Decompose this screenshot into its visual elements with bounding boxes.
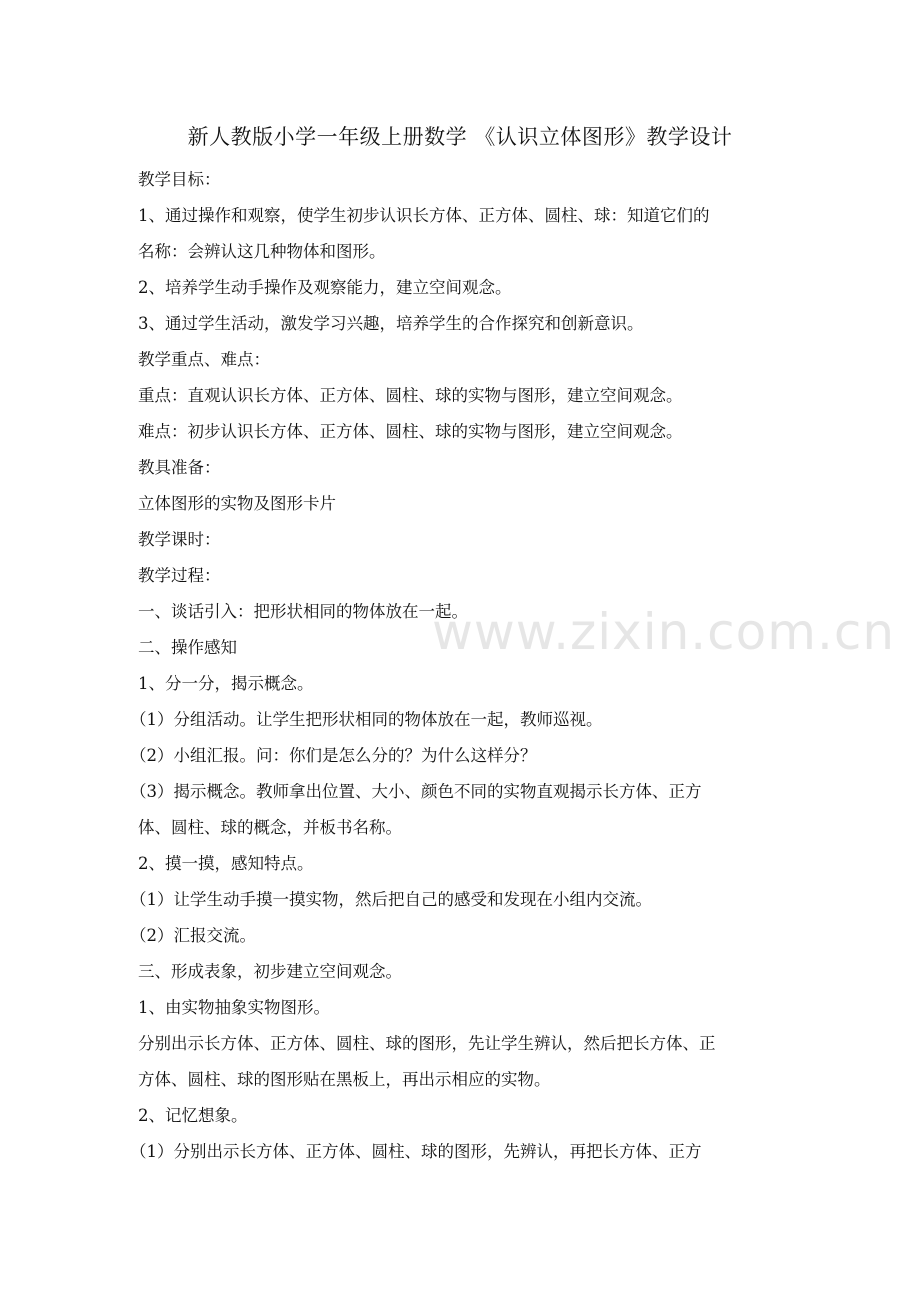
text-line: 立体图形的实物及图形卡片 <box>138 494 336 513</box>
text-line: 难点：初步认识长方体、正方体、圆柱、球的实物与图形，建立空间观念。 <box>138 422 683 441</box>
text-line: 2、记忆想象。 <box>138 1106 248 1125</box>
text-line: （2）小组汇报。问：你们是怎么分的？为什么这样分？ <box>130 746 537 765</box>
text-line: 教具准备： <box>138 458 221 477</box>
text-line: 重点：直观认识长方体、正方体、圆柱、球的实物与图形，建立空间观念。 <box>138 386 683 405</box>
text-line: （1）让学生动手摸一摸实物，然后把自己的感受和发现在小组内交流。 <box>130 890 652 909</box>
text-line: 方体、圆柱、球的图形贴在黑板上，再出示相应的实物。 <box>138 1070 551 1089</box>
text-line: 教学目标： <box>138 170 221 189</box>
text-line: 2、摸一摸，感知特点。 <box>138 854 314 873</box>
text-line: 1、通过操作和观察，使学生初步认识长方体、正方体、圆柱、球：知道它们的 <box>138 206 710 225</box>
text-line: 教学重点、难点： <box>138 350 270 369</box>
text-line: 名称：会辨认这几种物体和图形。 <box>138 242 386 261</box>
text-line: 2、培养学生动手操作及观察能力，建立空间观念。 <box>138 278 512 297</box>
text-line: （3）揭示概念。教师拿出位置、大小、颜色不同的实物直观揭示长方体、正方 <box>130 782 702 801</box>
text-line: 二、操作感知 <box>138 638 237 657</box>
text-line: 教学过程： <box>138 566 221 585</box>
text-line: 三、形成表象，初步建立空间观念。 <box>138 962 402 981</box>
text-line: 3、通过学生活动，激发学习兴趣，培养学生的合作探究和创新意识。 <box>138 314 644 333</box>
watermark: www.zixin.com.cn <box>432 603 896 661</box>
text-line: 体、圆柱、球的概念，并板书名称。 <box>138 818 402 837</box>
text-line: 一、谈话引入：把形状相同的物体放在一起。 <box>138 602 468 621</box>
text-line: 教学课时： <box>138 530 221 549</box>
text-line: （1）分别出示长方体、正方体、圆柱、球的图形，先辨认，再把长方体、正方 <box>130 1142 702 1161</box>
text-line: （1）分组活动。让学生把形状相同的物体放在一起，教师巡视。 <box>130 710 603 729</box>
text-line: 1、分一分，揭示概念。 <box>138 674 314 693</box>
document-title: 新人教版小学一年级上册数学 《认识立体图形》教学设计 <box>187 125 733 149</box>
text-line: （2）汇报交流。 <box>130 926 256 945</box>
text-line: 1、由实物抽象实物图形。 <box>138 998 330 1017</box>
text-line: 分别出示长方体、正方体、圆柱、球的图形，先让学生辨认，然后把长方体、正 <box>138 1034 716 1053</box>
